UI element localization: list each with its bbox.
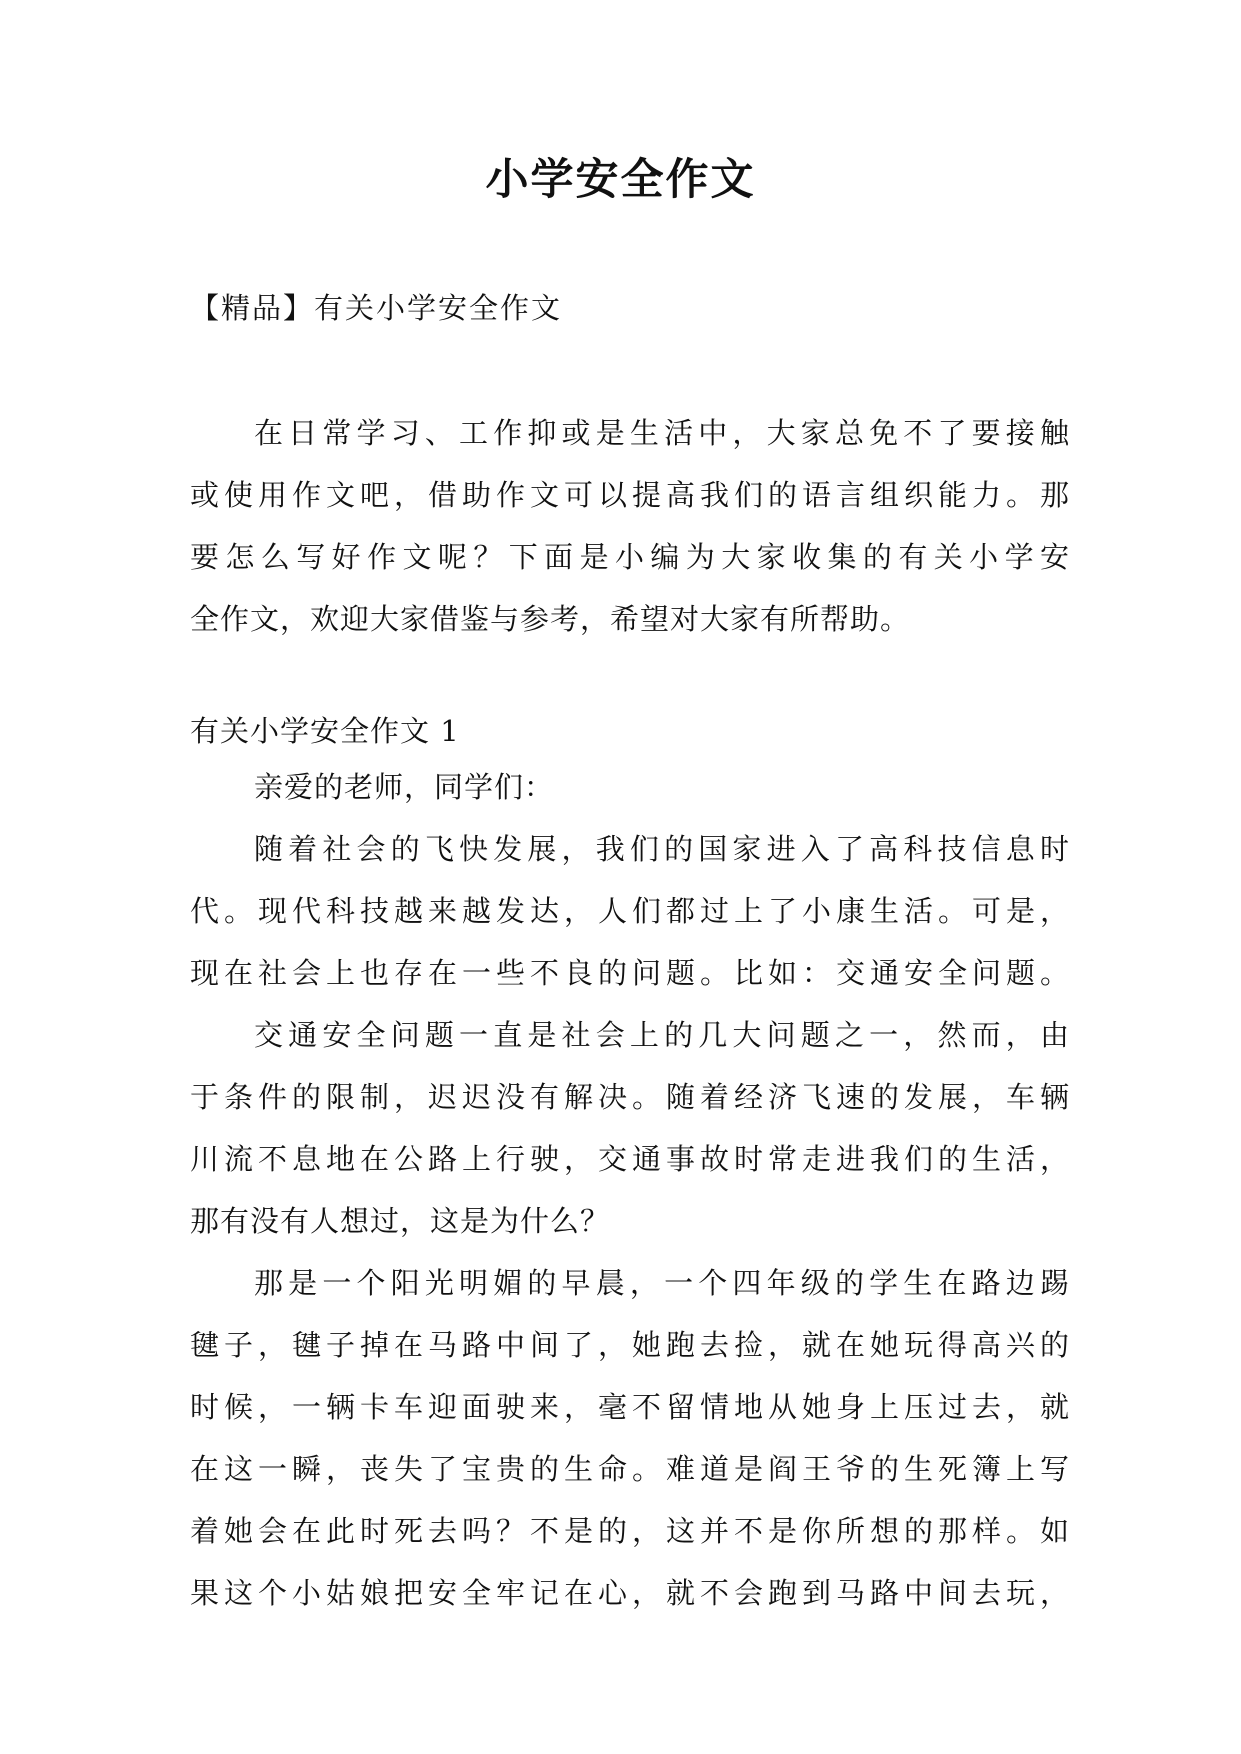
subtitle: 【精品】有关小学安全作文 [190, 291, 563, 325]
body-line: 在这一瞬，丧失了宝贵的生命。难道是阎王爷的生死簿上写 [190, 1452, 1070, 1486]
intro-line: 全作文，欢迎大家借鉴与参考，希望对大家有所帮助。 [190, 602, 911, 636]
body-line: 亲爱的老师，同学们： [254, 770, 555, 804]
intro-line: 或使用作文吧，借助作文可以提高我们的语言组织能力。那 [190, 478, 1070, 512]
body-line: 川流不息地在公路上行驶，交通事故时常走进我们的生活， [190, 1142, 1070, 1176]
page-title: 小学安全作文 [485, 155, 756, 205]
body-line: 代。现代科技越来越发达，人们都过上了小康生活。可是， [190, 894, 1070, 928]
intro-line: 在日常学习、工作抑或是生活中，大家总免不了要接触 [254, 416, 1070, 450]
body-line: 随着社会的飞快发展，我们的国家进入了高科技信息时 [254, 832, 1070, 866]
body-line: 毽子，毽子掉在马路中间了，她跑去捡，就在她玩得高兴的 [190, 1328, 1070, 1362]
body-line: 时候，一辆卡车迎面驶来，毫不留情地从她身上压过去，就 [190, 1390, 1070, 1424]
body-line: 那有没有人想过，这是为什么？ [190, 1204, 611, 1238]
section-heading: 有关小学安全作文 1 [190, 714, 460, 748]
body-line: 于条件的限制，迟迟没有解决。随着经济飞速的发展，车辆 [190, 1080, 1070, 1114]
intro-line: 要怎么写好作文呢？下面是小编为大家收集的有关小学安 [190, 540, 1070, 574]
body-line: 着她会在此时死去吗？不是的，这并不是你所想的那样。如 [190, 1514, 1070, 1548]
body-line: 那是一个阳光明媚的早晨，一个四年级的学生在路边踢 [254, 1266, 1070, 1300]
intro-paragraph [190, 402, 1070, 650]
body-line: 现在社会上也存在一些不良的问题。比如：交通安全问题。 [190, 956, 1070, 990]
body-line: 果这个小姑娘把安全牢记在心，就不会跑到马路中间去玩， [190, 1576, 1070, 1610]
body-line: 交通安全问题一直是社会上的几大问题之一，然而，由 [254, 1018, 1070, 1052]
essay-body [190, 756, 1070, 1624]
